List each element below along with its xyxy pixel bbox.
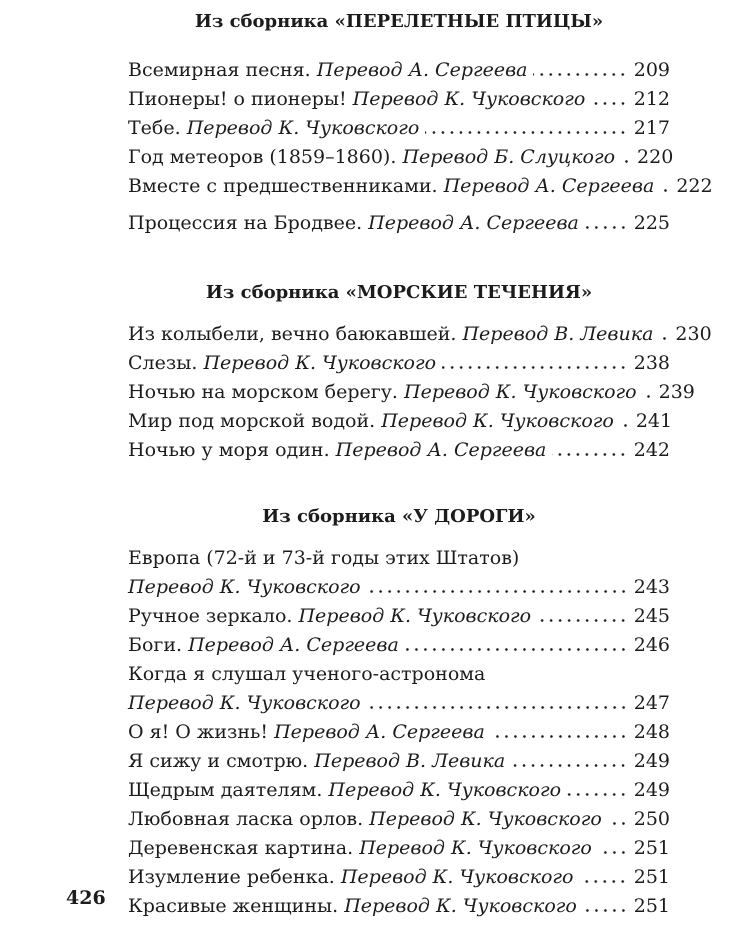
entry-page-number: 222 [676,175,713,197]
toc-entry [128,407,673,436]
toc-entry [128,602,670,631]
dot-leader [442,350,628,369]
toc-entry [128,209,670,238]
entry-translator: Перевод К. Чуковского [404,381,637,403]
dot-leader [643,379,653,398]
toc-entry [128,718,670,747]
entry-page-number: 212 [633,88,670,110]
dot-leader [621,144,631,163]
entry-title: Красивые женщины. [128,895,339,917]
dot-leader [511,748,628,767]
entry-translator: Перевод К. Чуковского [128,692,361,714]
entry-page-number: 239 [658,381,695,403]
entry-title: Я сижу и смотрю. [128,750,309,772]
entry-translator: Перевод К. Чуковского [344,895,577,917]
entry-page-number: 220 [637,146,674,168]
entry-title: Боги. [128,634,183,656]
entry-page-number: 242 [633,439,670,461]
entry-translator: Перевод В. Левика [462,323,654,345]
toc-list [128,56,713,238]
entry-page-number: 241 [635,410,673,432]
entry-translator: Перевод А. Сергеева [274,721,485,743]
entry-translator: Перевод А. Сергеева [443,175,655,197]
entry-translator: Перевод К. Чуковского [128,576,361,598]
section-heading: Из сборника «ПЕРЕЛЕТНЫЕ ПТИЦЫ» [194,11,604,32]
entry-translator: Перевод К. Чуковского [328,779,562,801]
entry-page-number: 249 [633,750,670,772]
entry-page-number: 245 [633,605,670,627]
dot-leader [659,321,669,340]
dot-leader [567,777,628,796]
dot-leader [660,173,670,192]
entry-translator: Перевод К. Чуковского [359,837,592,859]
dot-leader [491,719,628,738]
entry-translator: Перевод К. Чуковского [369,808,602,830]
dot-leader [405,632,628,651]
entry-title: Деревенская картина. [128,837,354,859]
entry-title: Щедрым даятелям. [128,779,323,801]
entry-page-number: 246 [633,634,670,656]
dot-leader [425,115,627,134]
entry-page-number: 217 [633,117,670,139]
toc-entry [128,834,670,863]
entry-page-number: 247 [633,692,670,714]
entry-page-number: 251 [633,866,670,888]
entry-page-number: 230 [675,323,712,345]
entry-translator: Перевод А. Сергеева [368,212,579,234]
entry-title: Год метеоров (1859–1860). [128,146,397,168]
dot-leader [367,690,628,709]
entry-page-number: 243 [633,576,670,598]
entry-title: Слезы. [128,352,198,374]
entry-translator: Перевод К. Чуковского [203,352,437,374]
entry-translator: Перевод Б. Слуцкого [402,146,616,168]
toc-entry [128,747,670,776]
entry-title: Из колыбели, вечно баюкавшей. [128,323,457,345]
toc-list [128,320,712,465]
entry-page-number: 248 [633,721,670,743]
toc-entry [128,85,670,114]
toc-entry [128,544,670,602]
toc-entry [128,320,712,349]
entry-page-number: 251 [633,895,670,917]
section-heading: Из сборника «МОРСКИЕ ТЕЧЕНИЯ» [205,282,593,303]
entry-title: Когда я слушал ученого-астронома [128,663,486,685]
entry-page-number: 251 [633,837,670,859]
toc-entry [128,776,670,805]
entry-translator: Перевод А. Сергеева [188,634,399,656]
entry-page-number: 250 [633,808,670,830]
dot-leader [552,437,627,456]
entry-title: Вместе с предшественниками. [128,175,438,197]
entry-translator: Перевод К. Чуковского [298,605,532,627]
toc-entry [128,143,674,172]
dot-leader [533,57,627,76]
dot-leader [579,864,627,883]
entry-translator: Перевод А. Сергеева [316,59,528,81]
dot-leader [585,210,628,229]
dot-leader [583,893,628,912]
dot-leader [367,574,628,593]
entry-title: Европа (72-й и 73-й годы этих Штатов) [128,547,520,569]
section-heading: Из сборника «У ДОРОГИ» [262,506,536,527]
dot-leader [620,408,630,427]
entry-translator: Перевод К. Чуковского [186,117,420,139]
entry-title: Изумление ребенка. [128,866,335,888]
entry-spacer [128,201,670,209]
entry-page-number: 225 [633,212,670,234]
entry-title: Ночью на морском берегу. [128,381,398,403]
toc-entry [128,863,670,892]
entry-page-number: 209 [633,59,670,81]
entry-title: Всемирная песня. [128,59,311,81]
toc-entry [128,114,670,143]
entry-title: Мир под морской водой. [128,410,376,432]
entry-title: Ручное зеркало. [128,605,293,627]
entry-title: Ночью у моря один. [128,439,330,461]
toc-entry [128,349,670,378]
entry-title: Тебе. [128,117,181,139]
dot-leader [591,86,627,105]
dot-leader [598,835,628,854]
entry-translator: Перевод К. Чуковского [352,88,586,110]
toc-entry [128,660,670,718]
toc-entry [128,805,670,834]
entry-translator: Перевод В. Левика [314,750,506,772]
toc-entry [128,56,670,85]
toc-entry [128,436,670,465]
dot-leader [537,603,628,622]
entry-page-number: 238 [633,352,670,374]
toc-entry [128,172,713,201]
entry-translator: Перевод К. Чуковского [381,410,614,432]
entry-translator: Перевод К. Чуковского [340,866,574,888]
entry-page-number: 249 [633,779,670,801]
toc-entry [128,892,670,921]
entry-translator: Перевод А. Сергеева [335,439,547,461]
toc-entry [128,378,695,407]
entry-title: Любовная ласка орлов. [128,808,364,830]
dot-leader [608,806,628,825]
page-number: 426 [66,887,106,909]
entry-title: О я! О жизнь! [128,721,269,743]
toc-list [128,544,670,921]
entry-title: Пионеры! о пионеры! [128,88,347,110]
entry-title: Процессия на Бродвее. [128,212,363,234]
toc-entry [128,631,670,660]
